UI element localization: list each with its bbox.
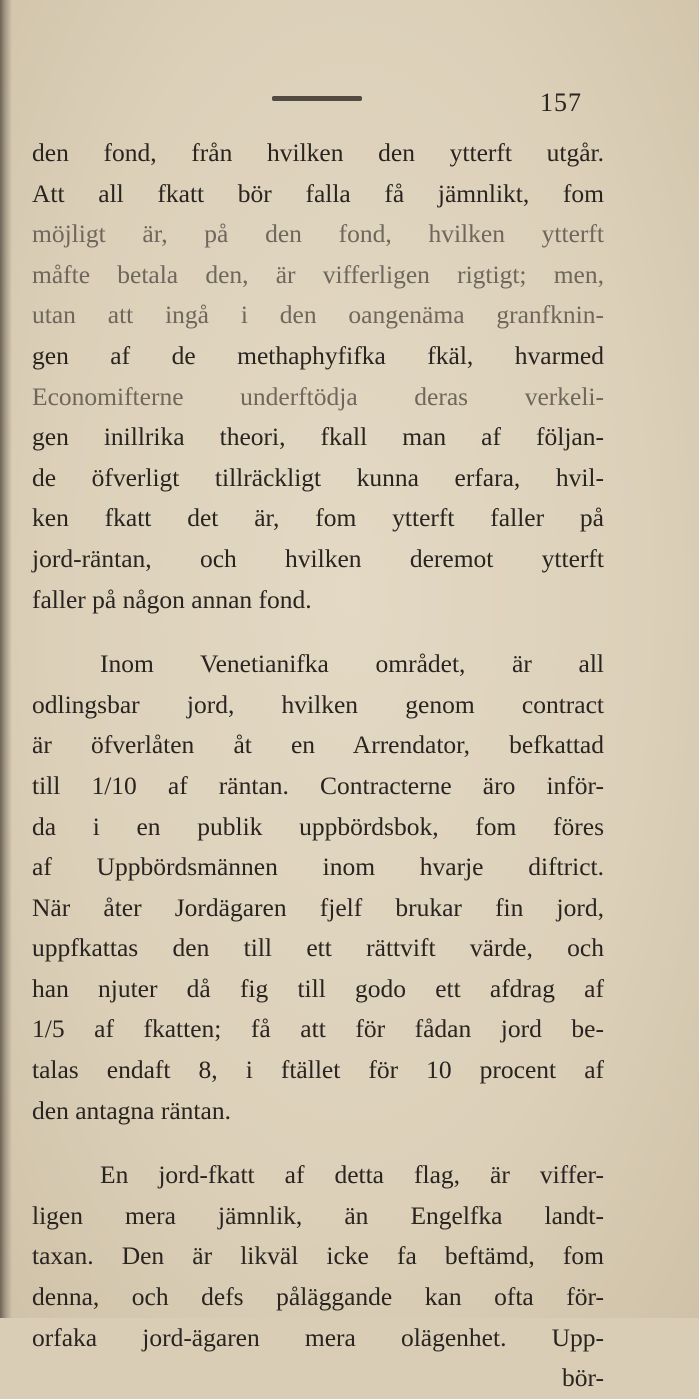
- header-ornament-rule: [272, 96, 362, 101]
- text-line: odlingsbar jord, hvilken genom contract: [32, 689, 604, 719]
- text-line: gen inillrika theori, fkall man af följan-: [32, 422, 604, 452]
- text-line: Att all fkatt bör falla få jämnlikt, fom: [32, 178, 604, 208]
- text-line: af Uppbördsmännen inom hvarje diftrict.: [32, 852, 604, 882]
- paragraph-gap: [32, 620, 604, 644]
- text-line: till 1/10 af räntan. Contracterne äro inför-: [32, 770, 604, 800]
- paragraph-gap: [32, 1131, 604, 1155]
- text-line: När åter Jordägaren fjelf brukar fin jord,: [32, 892, 604, 922]
- text-line: uppfkattas den till ett rättvift värde, och: [32, 933, 604, 963]
- text-line: gen af de methaphyfifka fkäl, hvarmed: [32, 340, 604, 370]
- text-line: han njuter då fig till godo ett afdrag af: [32, 973, 604, 1003]
- text-line: faller på någon annan fond.: [32, 584, 312, 614]
- text-line: taxan. Den är likväl icke fa beftämd, fom: [32, 1241, 604, 1271]
- text-line: jord-räntan, och hvilken deremot ytterft: [32, 543, 604, 573]
- body-text: [32, 133, 604, 1399]
- text-line: denna, och defs påläggande kan ofta för-: [32, 1282, 604, 1312]
- text-line: är öfverlåten åt en Arrendator, befkattad: [32, 730, 604, 760]
- page-number: 157: [540, 88, 582, 117]
- text-line: ligen mera jämnlik, än Engelfka landt-: [32, 1200, 604, 1230]
- text-line: En jord-fkatt af detta flag, är viffer-: [100, 1160, 604, 1190]
- text-line: den antagna räntan.: [32, 1095, 231, 1125]
- text-line: den fond, från hvilken den ytterft utgår.: [32, 138, 604, 167]
- text-line: utan att ingå i den oangenäma granfknin-: [32, 300, 604, 330]
- text-line: Inom Venetianifka området, är all: [100, 649, 604, 679]
- text-line: måfte betala den, är vifferligen rigtigt; men,: [32, 259, 604, 289]
- text-line: orfaka jord-ägaren mera olägenhet. Upp-: [32, 1322, 604, 1352]
- text-line: Economifterne underftödja deras verkeli-: [32, 381, 604, 411]
- text-line: 1/5 af fkatten; få att för fådan jord be-: [32, 1014, 604, 1044]
- text-line: da i en publik uppbördsbok, fom föres: [32, 811, 604, 841]
- text-line: de öfverligt tillräckligt kunna erfara, hvil-: [32, 462, 604, 492]
- catchword: bör-: [562, 1363, 604, 1393]
- text-line: talas endaft 8, i ftället för 10 procent af: [32, 1055, 604, 1085]
- text-line: möjligt är, på den fond, hvilken ytterft: [32, 219, 604, 249]
- text-line: ken fkatt det är, fom ytterft faller på: [32, 503, 604, 533]
- binding-edge-shadow: [0, 0, 12, 1318]
